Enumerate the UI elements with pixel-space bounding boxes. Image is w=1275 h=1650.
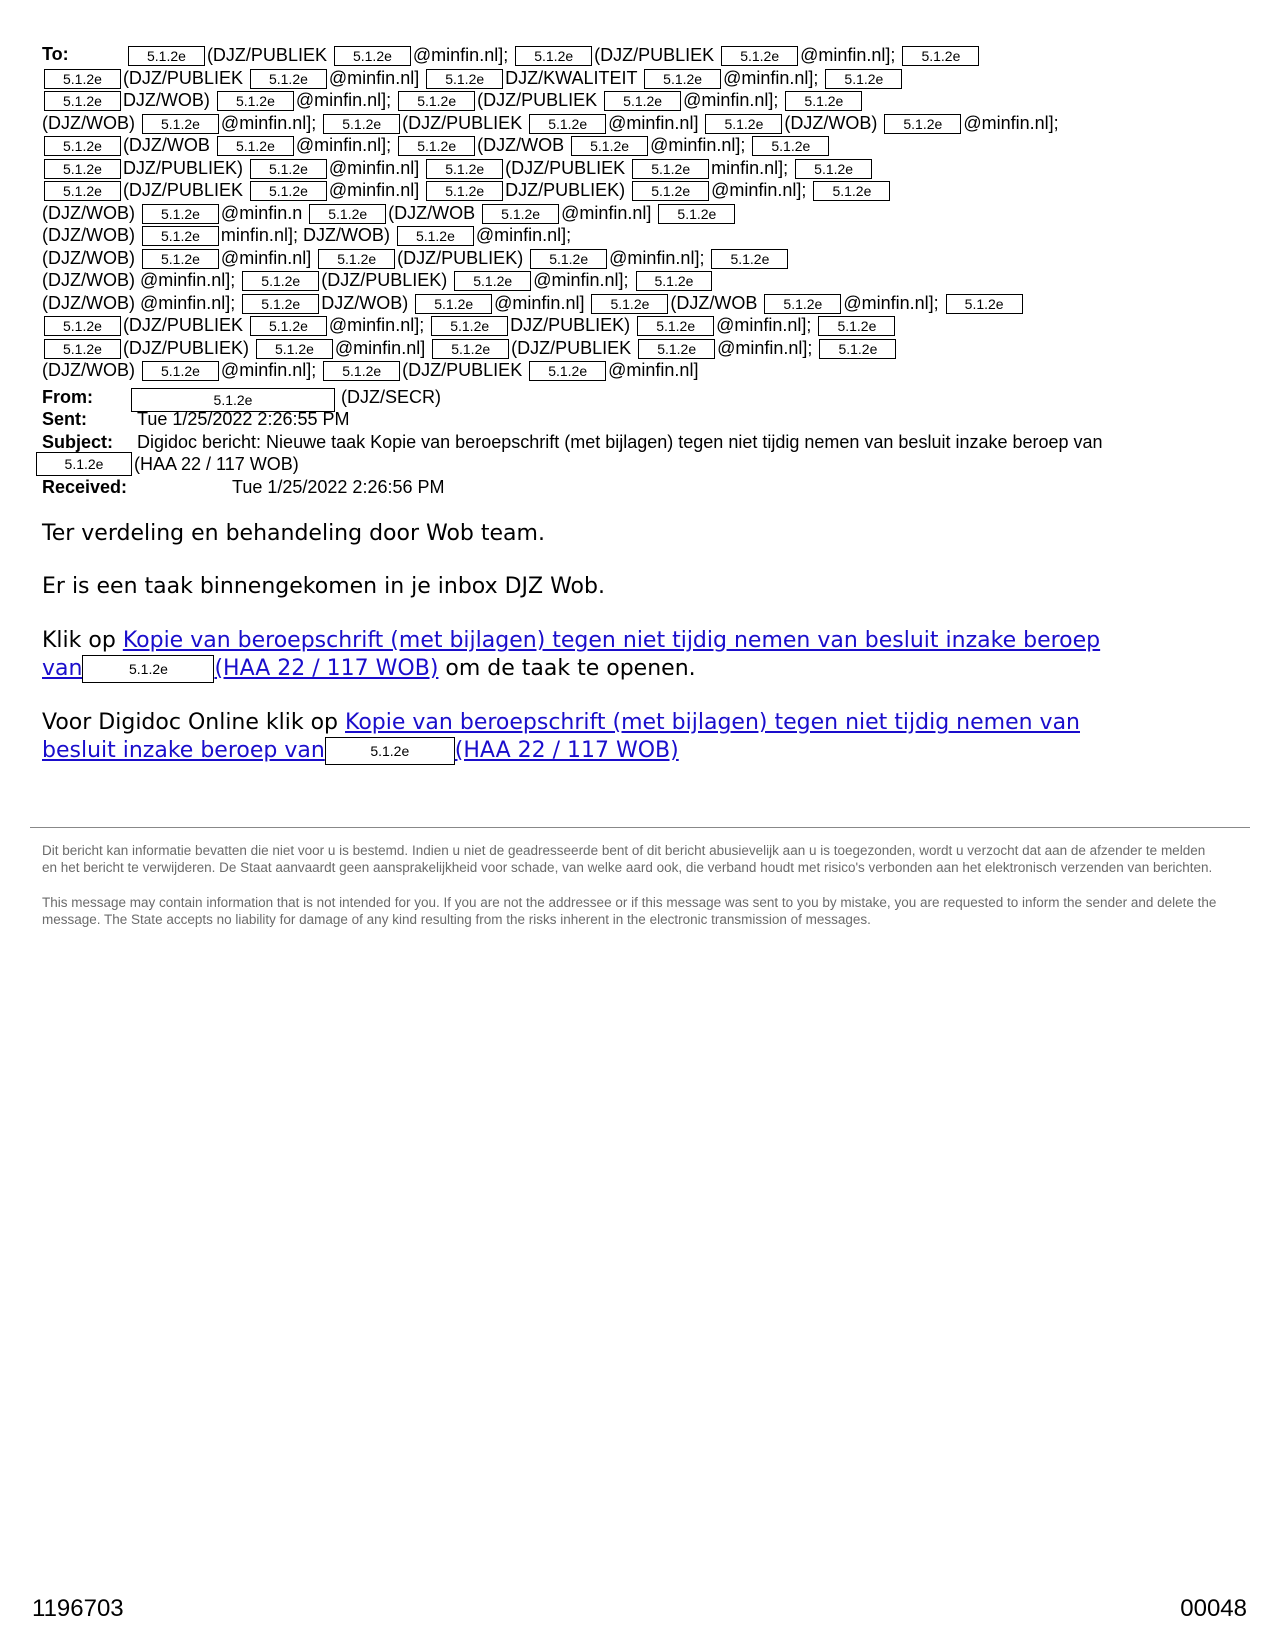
- recipient-text: (DJZ/PUBLIEK: [477, 90, 603, 110]
- recipient-text: @minfin.nl];: [963, 112, 1059, 133]
- recipient-text: (DJZ/PUBLIEK: [122, 315, 248, 335]
- recipient-text: @minfin.nl];: [533, 270, 634, 290]
- redaction-box: 5.1.2e: [752, 136, 829, 156]
- recipient-text: @minfin.nl];: [800, 45, 901, 65]
- to-recipient-line: [42, 202, 737, 225]
- received-value: Tue 1/25/2022 2:26:56 PM: [232, 477, 445, 497]
- recipient-text: (DJZ/WOB) @minfin.nl];: [42, 292, 241, 313]
- recipient-text: (DJZ/WOB) @minfin.nl];: [42, 270, 241, 290]
- recipient-text: @minfin.nl]: [328, 180, 425, 200]
- to-recipient-line: [42, 314, 897, 337]
- recipient-text: (DJZ/WOB: [388, 202, 481, 223]
- recipient-text: minfin.nl];: [711, 157, 794, 178]
- redaction-box: 5.1.2e: [398, 91, 475, 111]
- redaction-box: 5.1.2e: [44, 91, 121, 111]
- redaction-box: 5.1.2e: [591, 294, 668, 314]
- to-recipient-line: [126, 44, 981, 67]
- redaction-box: 5.1.2e: [142, 204, 219, 224]
- recipient-text: (DJZ/PUBLIEK: [402, 360, 528, 380]
- redaction-box: 5.1.2e: [529, 361, 606, 381]
- redaction-box: 5.1.2e: [217, 91, 294, 111]
- recipient-text: DJZ/WOB): [321, 292, 414, 313]
- digidoc-online-link-cont[interactable]: besluit inzake beroep van: [42, 738, 325, 763]
- redaction-box: 5.1.2e: [637, 316, 714, 336]
- divider: [30, 827, 1250, 828]
- body-paragraph-4: [42, 709, 1080, 765]
- recipient-text: DJZ/PUBLIEK): [510, 315, 636, 335]
- disclaimer-nl: Dit bericht kan informatie bevatten die niet voor u is bestemd. Indien u niet de geadresseerde bent of dit bericht abusievelijk aan u is toegezonden, wordt u verzocht dat aan de afzender te melden en het bericht te verwijderen. De Staat aanvaardt geen aansprakelijkheid voor schade, van welke aard ook, die verband houdt met risico's verbonden aan het elektronisch verzenden van berichten.: [42, 843, 1213, 875]
- redaction-box: 5.1.2e: [902, 46, 979, 66]
- redaction-box: 5.1.2e: [819, 339, 896, 359]
- redaction-box: 5.1.2e: [530, 249, 607, 269]
- recipient-text: (DJZ/PUBLIEK: [122, 180, 248, 200]
- p4-prefix: Voor Digidoc Online klik op: [42, 710, 346, 735]
- redaction-box: 5.1.2e: [128, 46, 205, 66]
- to-recipients: [42, 44, 1242, 384]
- redaction-box: 5.1.2e: [309, 204, 386, 224]
- recipient-text: @minfin.nl];: [711, 180, 812, 200]
- disclaimer-en: This message may contain information that is not intended for you. If you are not the addressee or if this message was sent to you by mistake, you are requested to inform the sender and delete the message. The State accepts no liability for damage of any kind resulting from the risks inherent in the electronic transmission of messages.: [42, 895, 1217, 927]
- body-paragraph-2: Er is een taak binnengekomen in je inbox DJZ Wob.: [42, 574, 605, 599]
- redaction-box: 5.1.2e: [323, 114, 400, 134]
- redaction-box: 5.1.2e: [242, 294, 319, 314]
- subject-line2: (HAA 22 / 117 WOB): [134, 454, 299, 474]
- to-recipient-line: [42, 247, 790, 270]
- document-id: 1196703: [32, 1595, 124, 1622]
- to-recipient-line: [42, 179, 892, 202]
- to-recipient-line: [42, 359, 698, 382]
- recipient-text: @minfin.nl];: [295, 90, 397, 110]
- redaction-box: 5.1.2e: [795, 159, 872, 179]
- redaction-box: 5.1.2e: [36, 452, 132, 476]
- recipient-text: (DJZ/PUBLIEK: [206, 45, 332, 65]
- redaction-box: 5.1.2e: [785, 91, 862, 111]
- recipient-text: (DJZ/PUBLIEK: [594, 45, 720, 65]
- recipient-text: (DJZ/WOB: [477, 135, 570, 155]
- to-label: To:: [42, 44, 69, 64]
- redaction-box: 5.1.2e: [397, 226, 474, 246]
- recipient-text: DJZ/PUBLIEK): [122, 157, 248, 178]
- redaction-box: 5.1.2e: [515, 46, 592, 66]
- redaction-box: 5.1.2e: [250, 159, 327, 179]
- redaction-box: 5.1.2e: [256, 339, 333, 359]
- redaction-box: 5.1.2e: [884, 114, 961, 134]
- recipient-text: @minfin.nl]: [494, 292, 590, 313]
- redaction-box: 5.1.2e: [632, 159, 709, 179]
- redaction-box: 5.1.2e: [813, 181, 890, 201]
- redaction-box: 5.1.2e: [432, 339, 509, 359]
- redaction-box: 5.1.2e: [431, 316, 508, 336]
- recipient-text: DJZ/PUBLIEK): [505, 180, 631, 200]
- recipient-text: @minfin.n: [220, 202, 308, 223]
- redaction-box: 5.1.2e: [529, 114, 606, 134]
- recipient-text: (DJZ/WOB): [42, 360, 140, 380]
- recipient-text: @minfin.nl];: [717, 337, 818, 358]
- recipient-text: (DJZ/WOB: [122, 135, 215, 155]
- task-link-cont[interactable]: van: [42, 656, 83, 681]
- from-value: (DJZ/SECR): [341, 387, 441, 407]
- to-recipient-line: [42, 89, 864, 112]
- recipient-text: (DJZ/PUBLIEK): [321, 270, 453, 290]
- recipient-text: (DJZ/PUBLIEK: [511, 337, 637, 358]
- redaction-box: 5.1.2e: [658, 204, 735, 224]
- to-recipient-line: [42, 269, 714, 292]
- recipient-text: @minfin.nl]: [608, 112, 704, 133]
- recipient-text: (DJZ/WOB): [42, 202, 140, 223]
- redaction-box: 5.1.2e: [142, 249, 219, 269]
- redaction-box: 5.1.2e: [398, 136, 475, 156]
- redaction-box: 5.1.2e: [44, 316, 121, 336]
- redaction-box: 5.1.2e: [426, 159, 503, 179]
- recipient-text: @minfin.nl];: [723, 67, 824, 88]
- redaction-box: 5.1.2e: [632, 181, 709, 201]
- redaction-box: 5.1.2e: [415, 294, 492, 314]
- digidoc-online-link-case[interactable]: (HAA 22 / 117 WOB): [454, 738, 679, 763]
- redaction-box: 5.1.2e: [250, 181, 327, 201]
- recipient-text: @minfin.nl]: [328, 157, 425, 178]
- to-recipient-line: [42, 112, 1059, 135]
- redaction-box: 5.1.2e: [334, 46, 411, 66]
- redaction-box: 5.1.2e: [44, 339, 121, 359]
- to-recipient-line: [42, 224, 571, 247]
- from-label: From:: [42, 387, 93, 407]
- recipient-text: DJZ/KWALITEIT: [505, 67, 643, 88]
- to-recipient-line: [42, 67, 904, 90]
- redaction-box: 5.1.2e: [44, 69, 121, 89]
- body-paragraph-1: Ter verdeling en behandeling door Wob team.: [42, 521, 545, 546]
- recipient-text: @minfin.nl];: [609, 247, 710, 268]
- recipient-text: @minfin.nl];: [295, 135, 397, 155]
- recipient-text: @minfin.nl]: [608, 360, 699, 380]
- redaction-box: 5.1.2e: [82, 655, 214, 683]
- recipient-text: @minfin.nl];: [328, 315, 430, 335]
- redaction-box: 5.1.2e: [764, 294, 841, 314]
- task-link-case[interactable]: (HAA 22 / 117 WOB): [214, 656, 439, 681]
- recipient-text: (DJZ/PUBLIEK: [505, 157, 631, 178]
- redaction-box: 5.1.2e: [44, 136, 121, 156]
- redaction-box: 5.1.2e: [818, 316, 895, 336]
- received-label: Received:: [42, 477, 128, 497]
- recipient-text: (DJZ/WOB: [670, 292, 763, 313]
- redaction-box: 5.1.2e: [250, 316, 327, 336]
- redaction-box: 5.1.2e: [250, 69, 327, 89]
- recipient-text: (DJZ/WOB): [784, 112, 883, 133]
- redaction-box: 5.1.2e: [644, 69, 721, 89]
- digidoc-online-link[interactable]: Kopie van beroepschrift (met bijlagen) tegen niet tijdig nemen van: [345, 710, 1080, 735]
- redaction-box: 5.1.2e: [44, 181, 121, 201]
- subject-label: Subject:: [42, 432, 114, 452]
- redaction-box: 5.1.2e: [318, 249, 395, 269]
- recipient-text: @minfin.nl];: [412, 45, 514, 65]
- redaction-box: 5.1.2e: [142, 114, 219, 134]
- recipient-text: @minfin.nl];: [220, 360, 322, 380]
- redaction-box: 5.1.2e: [571, 136, 648, 156]
- recipient-text: @minfin.nl];: [716, 315, 817, 335]
- sent-label: Sent:: [42, 409, 87, 429]
- recipient-text: (DJZ/WOB): [42, 225, 140, 245]
- page-number: 00048: [1180, 1595, 1247, 1622]
- subject-line1: Digidoc bericht: Nieuwe taak Kopie van beroepschrift (met bijlagen) tegen niet tijdig nemen van besluit inzake beroep van: [137, 432, 1103, 452]
- redaction-box: 5.1.2e: [44, 159, 121, 179]
- to-recipient-line: [42, 292, 1025, 315]
- redaction-box: 5.1.2e: [323, 361, 400, 381]
- redaction-box: 5.1.2e: [242, 271, 319, 291]
- redaction-box: 5.1.2e: [142, 361, 219, 381]
- recipient-text: @minfin.nl];: [650, 135, 751, 155]
- p3-suffix: om de taak te openen.: [438, 656, 696, 681]
- body-paragraph-3: [42, 627, 1100, 683]
- recipient-text: (DJZ/PUBLIEK): [122, 337, 254, 358]
- redaction-box: 5.1.2e: [946, 294, 1023, 314]
- redaction-box: 5.1.2e: [825, 69, 902, 89]
- recipient-text: (DJZ/WOB): [42, 247, 140, 268]
- to-recipient-line: [42, 134, 831, 157]
- p3-prefix: Klik op: [42, 628, 123, 653]
- recipient-text: @minfin.nl];: [683, 90, 784, 110]
- recipient-text: @minfin.nl]: [334, 337, 431, 358]
- redaction-box: 5.1.2e: [426, 181, 503, 201]
- sent-value: Tue 1/25/2022 2:26:55 PM: [137, 409, 350, 429]
- redaction-box: 5.1.2e: [131, 388, 335, 412]
- redaction-box: 5.1.2e: [636, 271, 713, 291]
- recipient-text: minfin.nl]; DJZ/WOB): [220, 225, 395, 245]
- redaction-box: 5.1.2e: [604, 91, 681, 111]
- recipient-text: @minfin.nl];: [843, 292, 944, 313]
- recipient-text: (DJZ/PUBLIEK: [122, 67, 248, 88]
- recipient-text: (DJZ/WOB): [42, 112, 140, 133]
- recipient-text: @minfin.nl]: [328, 67, 425, 88]
- redaction-box: 5.1.2e: [705, 114, 782, 134]
- redaction-box: 5.1.2e: [711, 249, 788, 269]
- recipient-text: (DJZ/PUBLIEK): [397, 247, 529, 268]
- recipient-text: DJZ/WOB): [122, 90, 215, 110]
- redaction-box: 5.1.2e: [638, 339, 715, 359]
- recipient-text: @minfin.nl]: [220, 247, 317, 268]
- redaction-box: 5.1.2e: [142, 226, 219, 246]
- redaction-box: 5.1.2e: [721, 46, 798, 66]
- redaction-box: 5.1.2e: [426, 69, 503, 89]
- to-recipient-line: [42, 337, 898, 360]
- recipient-text: @minfin.nl];: [475, 225, 572, 245]
- redaction-box: 5.1.2e: [454, 271, 531, 291]
- recipient-text: @minfin.nl]: [561, 202, 657, 223]
- task-link[interactable]: Kopie van beroepschrift (met bijlagen) tegen niet tijdig nemen van besluit inzake beroep: [122, 628, 1101, 653]
- recipient-text: @minfin.nl];: [220, 112, 322, 133]
- to-recipient-line: [42, 157, 874, 180]
- redaction-box: 5.1.2e: [217, 136, 294, 156]
- redaction-box: 5.1.2e: [482, 204, 559, 224]
- redaction-box: 5.1.2e: [325, 737, 455, 765]
- recipient-text: (DJZ/PUBLIEK: [402, 112, 528, 133]
